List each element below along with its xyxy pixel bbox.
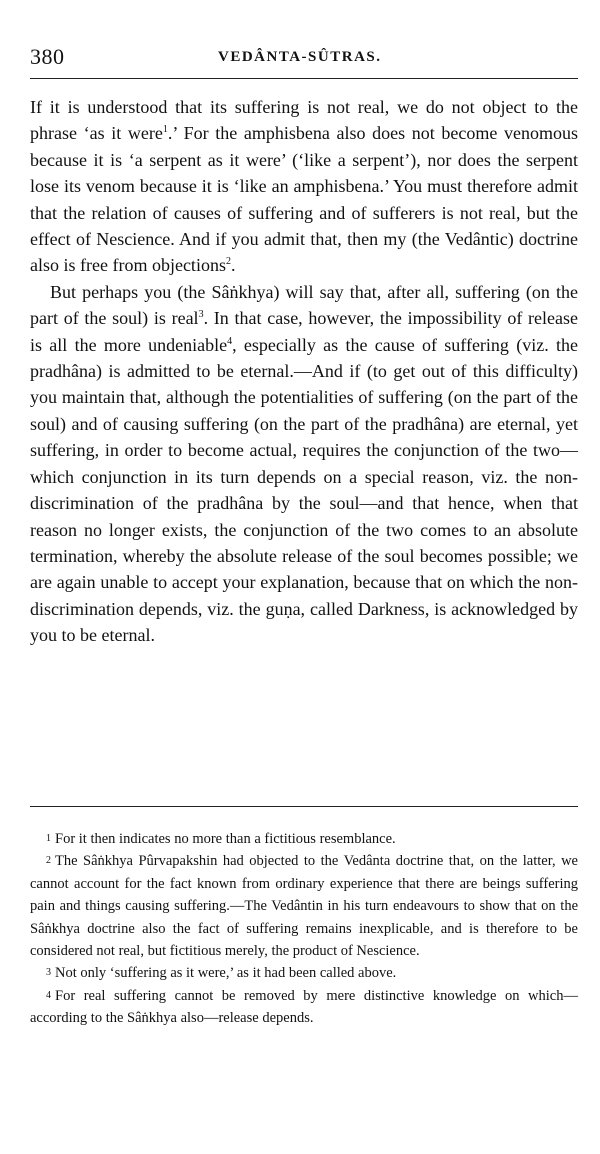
- running-head: [30, 44, 578, 74]
- footnote-text: For real suffering cannot be removed by mere distinctive knowledge on which—according to the Sâṅkhya also—release depends.: [30, 987, 578, 1027]
- paragraph: [30, 94, 578, 279]
- footnote-number: 2: [46, 855, 51, 867]
- footnotes: [30, 828, 578, 1030]
- footnote: [30, 985, 578, 1030]
- page-number: 380: [30, 44, 65, 69]
- footnote-text: For it then indicates no more than a fictitious resemblance.: [55, 831, 396, 847]
- footnote-reference: 2: [225, 256, 231, 268]
- running-title: VEDÂNTA-SÛTRAS.: [218, 49, 382, 65]
- paragraph: [30, 279, 578, 649]
- footnote-number: 4: [46, 989, 51, 1001]
- footnote-number: 3: [46, 967, 51, 979]
- header-rule: [30, 78, 578, 79]
- footnote-text: The Sâṅkhya Pûrvapakshin had objected to the Vedânta doctrine that, on the latter, we cannot account for the fact known from ordinary experience that there are beings suffering pain and things causing suffering.—The Vedântin in his turn endeavours to show that on the Sâṅkhya doctrine also the fact of suffering remains inexplicable, and is therefore to be considered not real, but fictitious merely, the product of Nescience.: [30, 853, 578, 960]
- text-span: But perhaps you (the Sâṅkhya) will say that, after all, suffering (on the part of the soul) is real: [30, 281, 578, 329]
- text-span: . In that case, however, the impossibility of release is all the more undeniable: [30, 308, 578, 355]
- text-span: .’ For the amphisbena also does not become venomous because it is ‘a serpent as it were’ (‘like a serpent’), nor does the serpent lose its venom because it is ‘like an amphisbena.’ You must therefore admit that the relation of causes of suffering and of sufferers is not real, but the effect of Nescience. And if you admit that, then my (the Vedântic) doctrine also is free from objections: [30, 123, 578, 276]
- footnote-reference: 1: [162, 124, 168, 136]
- footnote-reference: 4: [227, 335, 233, 347]
- text-span: , especially as the cause of suffering (viz. the pradhâna) is admitted to be eternal.—And if (to get out of this difficulty) you maintain that, although the potentialities of suffering (on the part of the soul) and of causing suffering (on the part of the pradhâna) are eternal, yet suffering, in order to become actual, requires the conjunction of the two—which conjunction in its turn depends on a special reason, viz. the non-discrimination of the pradhâna by the soul—and that hence, when that reason no longer exists, the conjunction of the two comes to an absolute termination, whereby the absolute release of the soul becomes possible; we are again unable to accept your explanation, because that on which the non-discrimination depends, viz. the guṇa, called Darkness, is acknowledged by you to be eternal.: [30, 334, 578, 646]
- footnote: [30, 962, 578, 984]
- text-span: .: [230, 255, 236, 276]
- text-span: If it is understood that its suffering is not real, we do not object to the phrase ‘as it were: [30, 97, 578, 144]
- footnote-text: Not only ‘suffering as it were,’ as it had been called above.: [55, 965, 397, 982]
- footnote-number: 1: [46, 833, 51, 844]
- footnote-reference: 3: [198, 309, 204, 321]
- footnote-rule: [30, 806, 578, 807]
- main-text: [30, 94, 578, 649]
- footnote: [30, 828, 578, 850]
- footnote: [30, 850, 578, 962]
